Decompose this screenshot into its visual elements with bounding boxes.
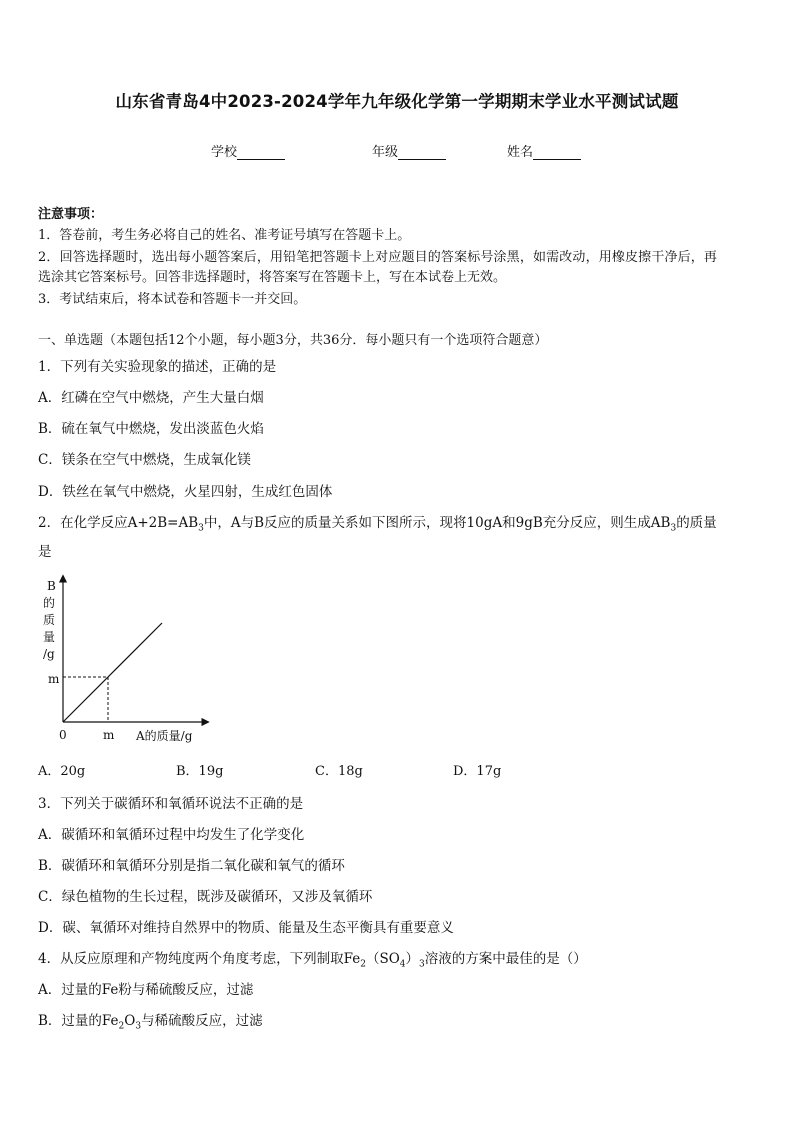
name-label: 姓名 bbox=[507, 145, 534, 160]
question-3-stem: 3．下列关于碳循环和氧循环说法不正确的是 bbox=[38, 796, 304, 812]
grade-label: 年级 bbox=[372, 145, 399, 160]
notice-item: 3．考试结束后，将本试卷和答题卡一并交回。 bbox=[38, 292, 307, 307]
notice-item: 1．答卷前，考生务必将自己的姓名、准考证号填写在答题卡上。 bbox=[38, 228, 411, 243]
y-tick-label: m bbox=[48, 672, 60, 686]
y-label-char: /g bbox=[43, 647, 55, 661]
question-1-option-a[interactable]: A．红磷在空气中燃烧，产生大量白烟 bbox=[38, 390, 264, 406]
question-4-option-b[interactable]: B．过量的$Fe_2O_3$与稀硫酸反应，过滤 bbox=[38, 1013, 263, 1032]
notice-heading: 注意事项： bbox=[38, 207, 104, 222]
question-2-stem: 2．在化学反应$A+2B=AB_3$中，A与B反应的质量关系如下图所示，现将10gA和9gB充分反应，则生成$AB_3$的质量 bbox=[38, 515, 717, 534]
series-line bbox=[63, 623, 162, 722]
question-4-option-a[interactable]: A．过量的Fe粉与稀硫酸反应，过滤 bbox=[38, 982, 254, 998]
y-label-char: 质 bbox=[43, 613, 56, 627]
grade-field[interactable] bbox=[372, 141, 446, 160]
question-3-option-a[interactable]: A．碳循环和氧循环过程中均发生了化学变化 bbox=[38, 827, 305, 843]
school-label: 学校 bbox=[211, 145, 238, 160]
question-1-option-c[interactable]: C．镁条在空气中燃烧，生成氧化镁 bbox=[38, 452, 251, 468]
question-1-option-b[interactable]: B．硫在氧气中燃烧，发出淡蓝色火焰 bbox=[38, 421, 264, 437]
question-1-stem: 1．下列有关实验现象的描述，正确的是 bbox=[38, 359, 277, 375]
name-field[interactable] bbox=[507, 141, 581, 160]
notice-item: 选涂其它答案标号。回答非选择题时，将答案写在答题卡上，写在本试卷上无效。 bbox=[38, 270, 507, 285]
question-2-stem-line2: 是 bbox=[38, 544, 52, 560]
question-2-option-a[interactable]: A．20g bbox=[38, 764, 86, 779]
x-axis-label: A的质量/g bbox=[136, 729, 193, 743]
question-2-option-b[interactable]: B．19g bbox=[176, 764, 224, 779]
section-heading: 一、单选题（本题包括12个小题，每小题3分，共36分．每小题只有一个选项符合题意） bbox=[38, 333, 548, 348]
question-3-option-b[interactable]: B．碳循环和氧循环分别是指二氧化碳和氧气的循环 bbox=[38, 858, 345, 874]
name-blank[interactable] bbox=[533, 147, 581, 160]
y-label-char: 的 bbox=[43, 596, 56, 610]
question-2-option-d[interactable]: D．17g bbox=[453, 764, 502, 779]
question-3-option-d[interactable]: D．碳、氧循环对维持自然界中的物质、能量及生态平衡具有重要意义 bbox=[38, 920, 454, 936]
notice-item: 2．回答选择题时，选出每小题答案后，用铅笔把答题卡上对应题目的答案标号涂黑，如需改动，用橡皮擦干净后，再 bbox=[38, 250, 718, 265]
y-label-char: B bbox=[47, 579, 56, 593]
page-title: 山东省青岛4中2023-2024学年九年级化学第一学期期末学业水平测试试题 bbox=[115, 92, 679, 111]
school-blank[interactable] bbox=[237, 147, 285, 160]
grade-blank[interactable] bbox=[398, 147, 446, 160]
question-1-option-d[interactable]: D．铁丝在氧气中燃烧，火星四射，生成红色固体 bbox=[38, 484, 333, 500]
question-3-option-c[interactable]: C．绿色植物的生长过程，既涉及碳循环，又涉及氧循环 bbox=[38, 889, 373, 905]
y-label-char: 量 bbox=[43, 630, 56, 644]
x-tick-label: m bbox=[103, 728, 115, 742]
question-4-stem: 4．从反应原理和产物纯度两个角度考虑，下列制取$Fe_2(SO_4)_3$溶液的方案中最佳的是（） bbox=[38, 951, 587, 970]
q2-chart bbox=[36, 572, 216, 750]
school-field[interactable] bbox=[211, 141, 285, 160]
origin-label: 0 bbox=[59, 728, 67, 742]
question-2-option-c[interactable]: C．18g bbox=[315, 764, 363, 779]
